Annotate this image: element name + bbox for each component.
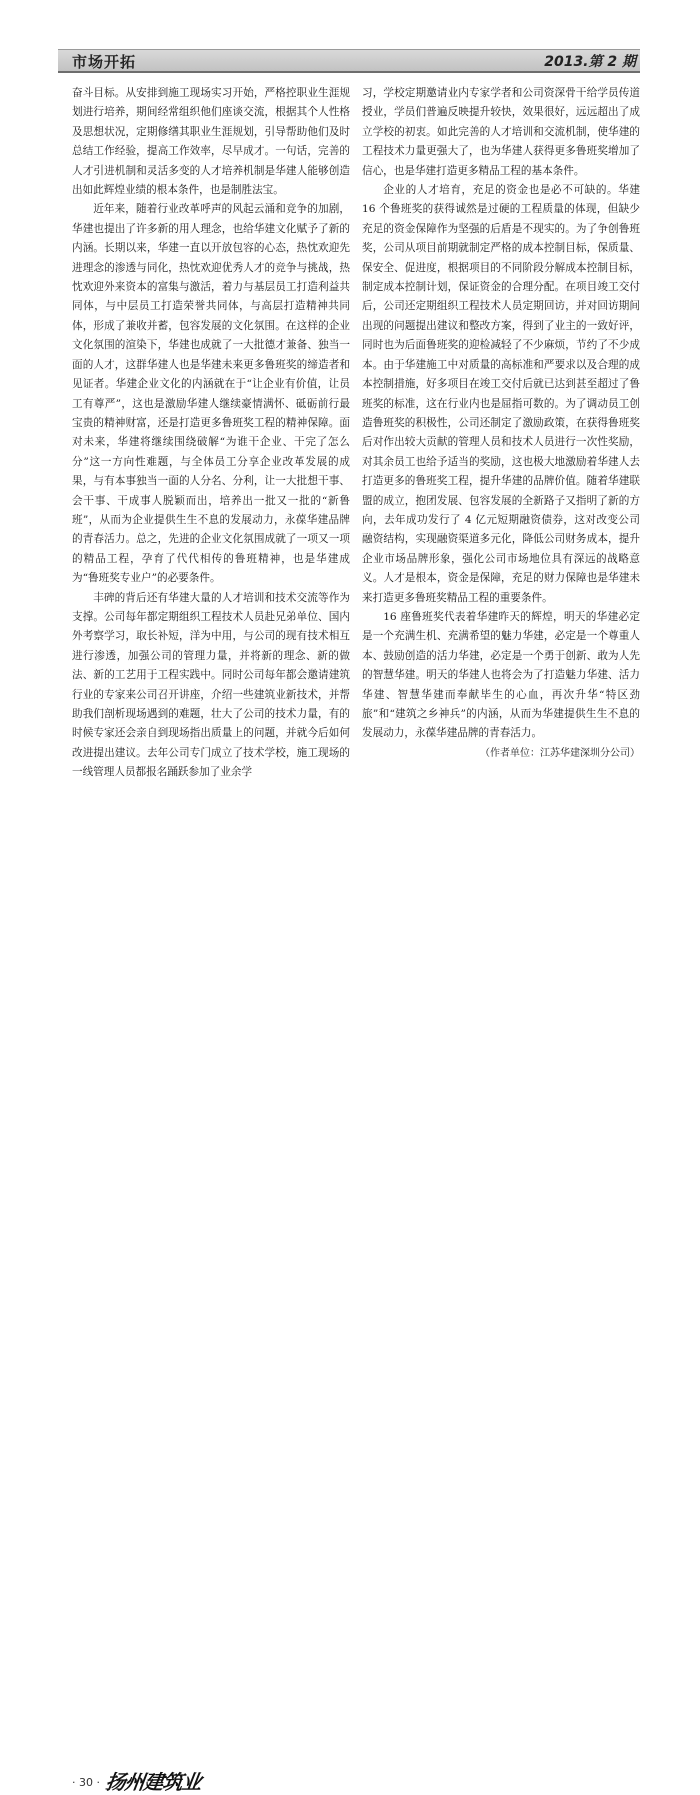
paragraph: 习，学校定期邀请业内专家学者和公司资深骨干给学员传道授业，学员们普遍反映提升较快，效果很好，远远超出了成立学校的初衷。如此完善的人才培训和交流机制，使华建的工程技术力量更强大了，也为华建人获得更多鲁班奖增加了信心，也是华建打造更多精品工程的基本条件。 xyxy=(362,87,640,177)
paragraph: 丰碑的背后还有华建大量的人才培训和技术交流等作为支撑。公司每年都定期组织工程技术人员赴兄弟单位、国内外考察学习，取长补短，洋为中用，与公司的现有技术相互进行渗透，加强公司的管理力量，并将新的理念、新的做法、新的工艺用于工程实践中。同时公司每年都会邀请建筑行业的专家来公司召开讲座，介绍一些建筑业新技术，并帮助我们剖析现场遇到的难题，壮大了公司的技术力量，有的时候专家还会亲自到现场指出质量上的问题，并就今后如何改进提出建议。去年公司专门成立了技术学校，施工现场的一线管理人员都报名踊跃参加了业余学 xyxy=(72,591,350,779)
page-number: · 30 · xyxy=(72,1776,100,1789)
issue-number: 2013.第 2 期 xyxy=(544,54,636,70)
magazine-logo: 扬州建筑业 xyxy=(104,1770,203,1794)
paragraph: 16 座鲁班奖代表着华建昨天的辉煌，明天的华建必定是一个充满生机、充满希望的魅力华建，必定是一个尊重人本、鼓励创造的活力华建，必定是一个勇于创新、敢为人先的智慧华建。明天的华建人也将会为了打造魅力华建、活力华建、智慧华建而奉献毕生的心血，再次升华“特区劲旅”和“建筑之乡神兵”的内涵，从而为华建提供生生不息的发展动力，永葆华建品牌的青春活力。 xyxy=(362,610,640,740)
section-title: 市场开拓 xyxy=(72,53,137,71)
paragraph: 奋斗目标。从安排到施工现场实习开始，严格控职业生涯规划进行培养，期间经常组织他们座谈交流，根据其个人性格及思想状况，定期修缮其职业生涯规划，引导帮助他们及时总结工作经验，提高工作效率，尽早成才。一句话，完善的人才引进机制和灵活多变的人才培养机制是华建人能够创造出如此辉煌业绩的根本条件，也是制胜法宝。 xyxy=(72,87,350,197)
left-column xyxy=(72,84,350,783)
page-footer xyxy=(0,880,700,1794)
page-header xyxy=(0,0,700,72)
author-byline: （作者单位：江苏华建深圳分公司） xyxy=(480,747,640,759)
paragraph: 企业的人才培育，充足的资金也是必不可缺的。华建 16 个鲁班奖的获得诚然是过硬的工程质量的体现，但缺少充足的资金保障作为坚强的后盾是不现实的。为了争创鲁班奖，公司从项目前期就制定严格的成本控制目标，保质量、保安全、促进度，根据项目的不同阶段分解成本控制目标，制定成本控制计划，保证资金的合理分配。在项目竣工交付后，公司还定期组织工程技术人员定期回访，并对回访期间出现的问题提出建议和整改方案，得到了业主的一致好评，同时也为后面鲁班奖的迎检减轻了不少麻烦，节约了不少成本。由于华建施工中对质量的高标准和严要求以及合理的成本控制措施，好多项目在竣工交付后就已达到甚至超过了鲁班奖的标准，这在行业内也是屈指可数的。为了调动员工创造鲁班奖的积极性，公司还制定了激励政策，在获得鲁班奖后对作出较大贡献的管理人员和技术人员进行一次性奖励，对其余员工也给予适当的奖励，这也极大地激励着华建人去打造更多的鲁班奖工程，提升华建的品牌价值。随着华建联盟的成立，抱团发展、包容发展的全新路子又指明了新的方向，去年成功发行了 4 亿元短期融资债券，这对改变公司融资结构，实现融资渠道多元化，降低公司财务成本，提升企业市场品牌形象，强化公司市场地位具有深远的战略意义。人才是根本，资金是保障，充足的财力保障也是华建未来打造更多鲁班奖精品工程的重要条件。 xyxy=(362,184,640,604)
paragraph: 近年来，随着行业改革呼声的风起云涌和竞争的加剧，华建也提出了许多新的用人理念，也给华建文化赋予了新的内涵。长期以来，华建一直以开放包容的心态，热忱欢迎先进理念的渗透与同化，热忱欢迎优秀人才的竞争与挑战，热忱欢迎外来资本的富集与激活，着力与基层员工打造利益共同体，与中层员工打造荣誉共同体，与高层打造精神共同体，形成了兼收并蓄，包容发展的文化氛围。在这样的企业文化氛围的渲染下，华建也成就了一大批德才兼备、独当一面的人才，这群华建人也是华建未来更多鲁班奖的缔造者和见证者。华建企业文化的内涵就在于“让企业有价值，让员工有尊严”，这也是激励华建人继续豪情满怀、砥砺前行最宝贵的精神财富，还是打造更多鲁班奖工程的精神保障。面对未来，华建将继续围绕破解“为谁干企业、干完了怎么分”这一方向性难题，与全体员工分享企业改革发展的成果，与有本事独当一面的人分名、分利，让一大批想干事、会干事、干成事人脱颖而出，培养出一批又一批的“新鲁班”，从而为企业提供生生不息的发展动力，永葆华建品牌的青春活力。总之，先进的企业文化氛围成就了一项又一项的精品工程，孕育了代代相传的鲁班精神，也是华建成为“鲁班奖专业户”的必要条件。 xyxy=(72,203,350,585)
right-column xyxy=(362,84,640,763)
